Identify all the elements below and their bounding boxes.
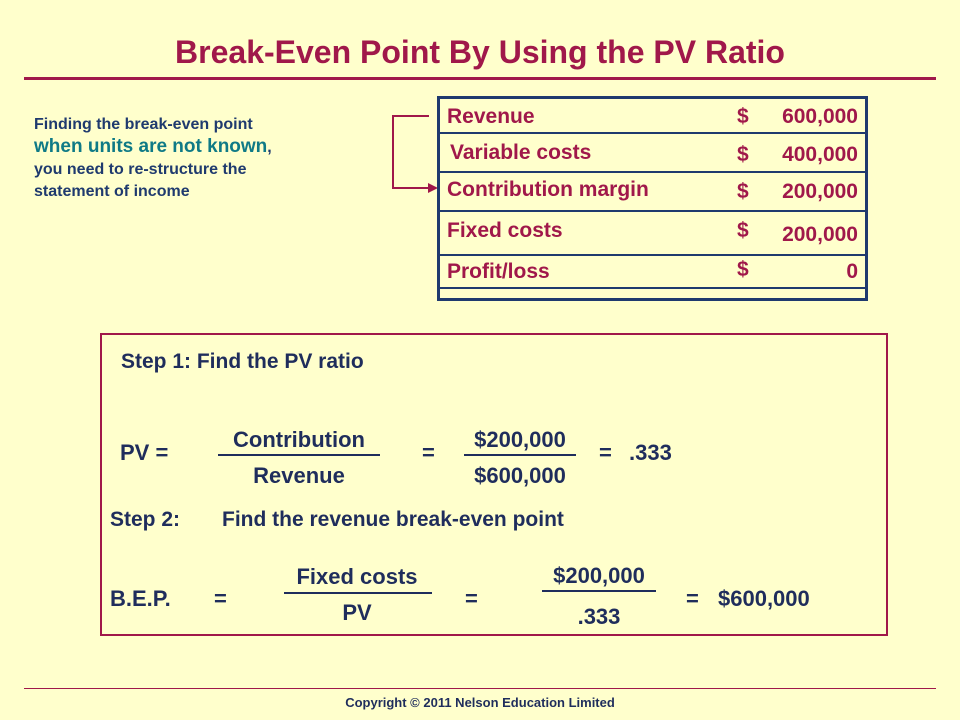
step2-numerator: Fixed costs	[296, 564, 418, 589]
step1-value-fraction-bar	[464, 454, 576, 456]
statement-divider	[440, 287, 865, 289]
row-label-variable-costs: Variable costs	[450, 141, 592, 164]
step2-result: $600,000	[718, 586, 810, 611]
footer-rule	[24, 688, 936, 689]
row-dollar: $	[737, 180, 749, 203]
row-label-contribution-margin: Contribution margin	[447, 178, 649, 201]
step2-prefix: Step 2:	[110, 508, 181, 531]
step1-result: .333	[629, 440, 672, 465]
step1-fraction-bar	[218, 454, 380, 456]
step1-numerator: Contribution	[233, 427, 365, 452]
row-dollar: $	[737, 105, 749, 128]
step2-denominator-value: .333	[577, 604, 621, 629]
copyright-footer: Copyright © 2011 Nelson Education Limited	[345, 695, 615, 710]
step1-equals-1: =	[422, 440, 435, 465]
step1-denominator-value: $600,000	[474, 463, 566, 488]
step2-heading: Find the revenue break-even point	[222, 508, 564, 531]
intro-text	[34, 114, 364, 203]
step2-bep-label: B.E.P.	[110, 586, 171, 611]
page-title: Break-Even Point By Using the PV Ratio	[175, 34, 785, 70]
intro-line-1: Finding the break-even point	[34, 116, 253, 133]
step2-numerator-value: $200,000	[553, 563, 645, 588]
title-rule	[24, 77, 936, 80]
row-amount-variable-costs: 400,000	[782, 143, 858, 166]
intro-line-4: statement of income	[34, 183, 190, 200]
bracket-arrow-icon	[380, 108, 440, 198]
row-dollar: $	[737, 219, 749, 242]
step2-equals-2: =	[686, 586, 699, 611]
step2-equals-1: =	[465, 586, 478, 611]
row-amount-profit-loss: 0	[846, 260, 858, 283]
step1-denominator: Revenue	[253, 463, 345, 488]
row-amount-revenue: 600,000	[782, 105, 858, 128]
row-label-revenue: Revenue	[447, 105, 535, 128]
step1-pv-label: PV =	[120, 440, 169, 465]
step2-denominator: PV	[342, 600, 372, 625]
row-amount-fixed-costs: 200,000	[782, 223, 858, 246]
intro-highlight: when units are not known	[34, 136, 268, 157]
step1-equals-2: =	[599, 440, 612, 465]
row-dollar: $	[737, 258, 749, 281]
intro-comma: ,	[267, 139, 272, 156]
statement-divider	[440, 210, 865, 212]
step1-numerator-value: $200,000	[474, 427, 566, 452]
row-label-fixed-costs: Fixed costs	[447, 219, 563, 242]
statement-divider	[440, 171, 865, 173]
statement-divider	[440, 254, 865, 256]
row-dollar: $	[737, 143, 749, 166]
intro-line-3: you need to re-structure the	[34, 161, 247, 178]
row-amount-contribution-margin: 200,000	[782, 180, 858, 203]
step2-value-fraction-bar	[542, 590, 656, 592]
statement-divider	[440, 132, 865, 134]
step2-equals-0: =	[214, 586, 227, 611]
row-label-profit-loss: Profit/loss	[447, 260, 550, 283]
step2-fraction-bar	[284, 592, 432, 594]
step1-heading: Step 1: Find the PV ratio	[121, 350, 364, 373]
